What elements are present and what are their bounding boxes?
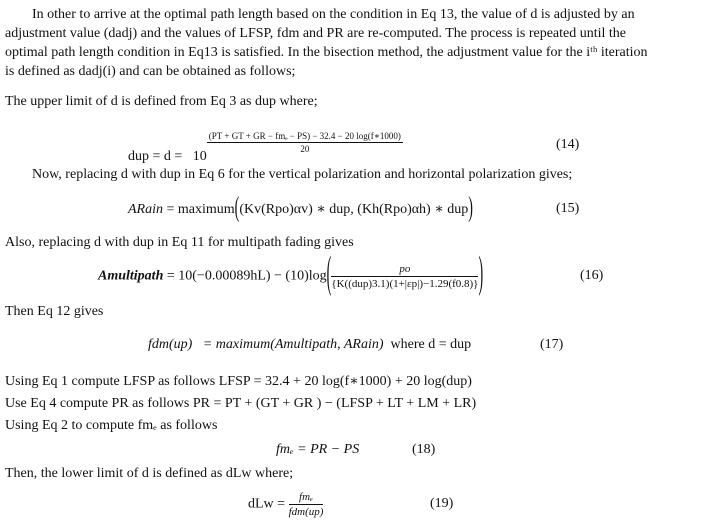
paragraph-3: Now, replacing d with dup in Eq 6 for the vertical polarization and horizontal polarization gives; (32, 167, 573, 182)
paragraph-8: Using Eq 2 to compute fmₑ as follows (5, 418, 218, 433)
eq19-number: (19) (430, 496, 454, 511)
eq17-left: fdm(up) (148, 337, 193, 352)
paragraph-7: Use Eq 4 compute PR as follows PR = PT + (GT + GR ) − (LFSP + LT + LM + LR) (5, 396, 477, 411)
eq19-left: dLw = (248, 496, 286, 512)
eq14-exponent-denominator: 20 (300, 144, 310, 154)
paragraph-5: Then Eq 12 gives (5, 304, 104, 319)
eq16-fraction (331, 262, 478, 291)
eq14-exponent-numerator: (PT + GT + GR − fmₑ − PS) − 32.4 − 20 log(f∗1000) (208, 131, 401, 141)
paragraph-4: Also, replacing d with dup in Eq 11 for multipath fading gives (5, 235, 354, 250)
eq14-exponent (207, 130, 403, 155)
eq18: fmₑ = PR − PS (276, 442, 360, 457)
eq17-mid: = maximum(Amultipath, ARain) (202, 337, 384, 352)
eq19-denominator: fdm(up) (288, 506, 324, 518)
eq16-numerator: po (331, 262, 478, 277)
eq16-denominator: {K((dup)3.1)(1+|εp|)−1.29(f0.8)} (331, 278, 479, 290)
eq18-number: (18) (412, 442, 436, 457)
eq16: Amultipath = 10(−0.00089hL) − (10)log( $\frac{po}{\text{\{K((dup)3.1)(1+|εp|)−1.29(f0.8)\}}}$ ) (98, 251, 484, 300)
eq15-mid: = maximum (166, 202, 235, 217)
paragraph-1-line-2: adjustment value (dadj) and the values of LFSP, fdm and PR are re-computed. The process is repeated until the (5, 26, 627, 41)
eq15: ARain = maximum((Kv(Rpo)αv) ∗ dup, (Kh(Rpo)αh) ∗ dup) (128, 194, 473, 224)
eq17-number: (17) (540, 337, 564, 352)
paragraph-1-line-1: In other to arrive at the optimal path length based on the condition in Eq 13, the value of d is adjusted by an (32, 7, 635, 22)
paragraph-1-line-4: is defined as dadj(i) and can be obtained as follows; (5, 64, 296, 79)
eq14-left: dup = d = (128, 149, 183, 164)
eq16-left: Amultipath (98, 268, 164, 284)
paragraph-1-line-3: optimal path length condition in Eq13 is satisfied. In the bisection method, the adjustment value for the iᵗʰ iteration (5, 45, 648, 60)
upper-limit-sentence: The upper limit of d is defined from Eq 3 as dup where; (5, 94, 318, 109)
eq15-args: (Kv(Rpo)αv) ∗ dup, (Kh(Rpo)αh) ∗ dup (239, 202, 469, 217)
eq15-number: (15) (556, 201, 580, 216)
eq19-fraction (289, 490, 324, 519)
eq19 (248, 490, 323, 519)
eq16-number: (16) (580, 268, 604, 283)
eq19-numerator: fmₑ (289, 490, 324, 505)
eq15-left: ARain (128, 202, 163, 217)
paragraph-6: Using Eq 1 compute LFSP as follows LFSP = 32.4 + 20 log(f∗1000) + 20 log(dup) (5, 374, 472, 389)
eq14-number: (14) (556, 137, 580, 152)
eq17-where: where d = dup (390, 337, 472, 352)
eq16-rhs: = 10(−0.00089hL) − (10)log (166, 268, 327, 284)
eq17 (148, 337, 471, 353)
eq14 (128, 130, 403, 165)
eq14-base: 10 (192, 149, 207, 164)
paragraph-9: Then, the lower limit of d is defined as dLw where; (5, 466, 294, 481)
